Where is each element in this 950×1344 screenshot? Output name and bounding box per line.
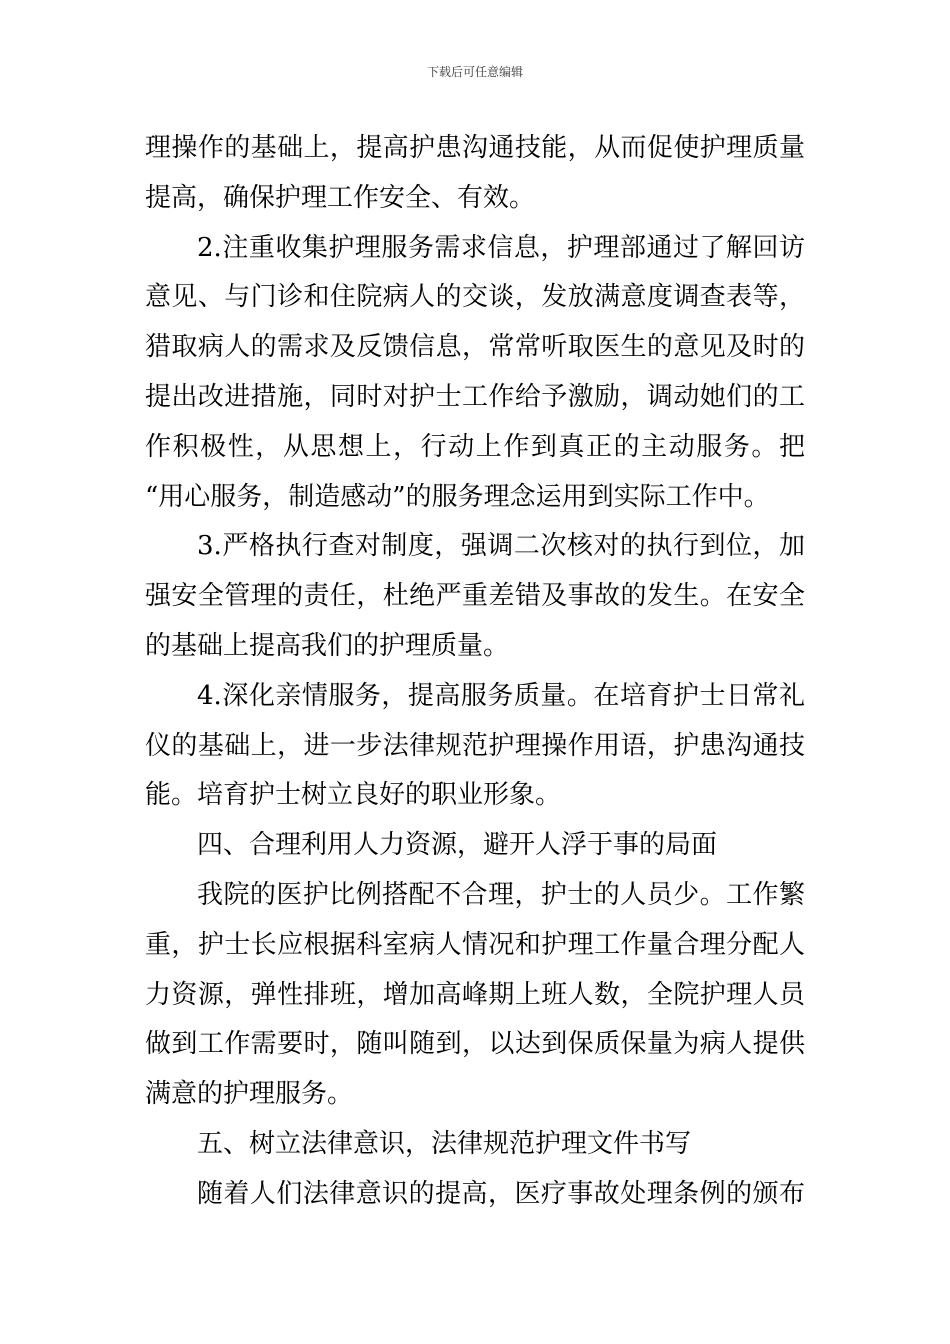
- text-line: 猎取病人的需求及反馈信息，常常听取医生的意见及时的: [145, 332, 805, 363]
- text-line: “用心服务，制造感动”的服务理念运用到实际工作中。: [145, 481, 770, 512]
- text-line: 3.严格执行查对制度，强调二次核对的执行到位，加: [197, 531, 805, 562]
- text-line: 提高，确保护理工作安全、有效。: [145, 182, 536, 213]
- text-line: 强安全管理的责任，杜绝严重差错及事故的发生。在安全: [145, 581, 805, 612]
- text-line: 4.深化亲情服务，提高服务质量。在培育护士日常礼: [197, 680, 805, 711]
- text-line: 作积极性，从思想上，行动上作到真正的主动服务。把: [145, 431, 805, 462]
- text-line: 四、合理利用人力资源，避开人浮于事的局面: [197, 830, 718, 861]
- text-line: 能。培育护士树立良好的职业形象。: [145, 780, 562, 811]
- text-line: 我院的医护比例搭配不合理，护士的人员少。工作繁: [197, 879, 805, 910]
- text-line: 2.注重收集护理服务需求信息，护理部通过了解回访: [197, 232, 805, 263]
- text-line: 意见、与门诊和住院病人的交谈，发放满意度调查表等，: [145, 282, 805, 313]
- page-header: 下载后可任意编辑: [426, 65, 523, 79]
- text-line: 仪的基础上，进一步法律规范护理操作用语，护患沟通技: [145, 730, 805, 761]
- text-line: 五、树立法律意识，法律规范护理文件书写: [197, 1128, 692, 1159]
- text-line: 重，护士长应根据科室病人情况和护理工作量合理分配人: [145, 929, 805, 960]
- text-line: 的基础上提高我们的护理质量。: [145, 630, 510, 661]
- text-line: 随着人们法律意识的提高，医疗事故处理条例的颁布: [197, 1178, 805, 1209]
- text-line: 理操作的基础上，提高护患沟通技能，从而促使护理质量: [145, 133, 805, 163]
- text-line: 做到工作需要时，随叫随到，以达到保质保量为病人提供: [145, 1029, 805, 1060]
- text-line: 力资源，弹性排班，增加高峰期上班人数，全院护理人员: [145, 979, 805, 1010]
- text-line: 满意的护理服务。: [145, 1079, 354, 1110]
- document-body: [145, 124, 805, 1220]
- text-line: 提出改进措施，同时对护士工作给予激励，调动她们的工: [145, 381, 805, 412]
